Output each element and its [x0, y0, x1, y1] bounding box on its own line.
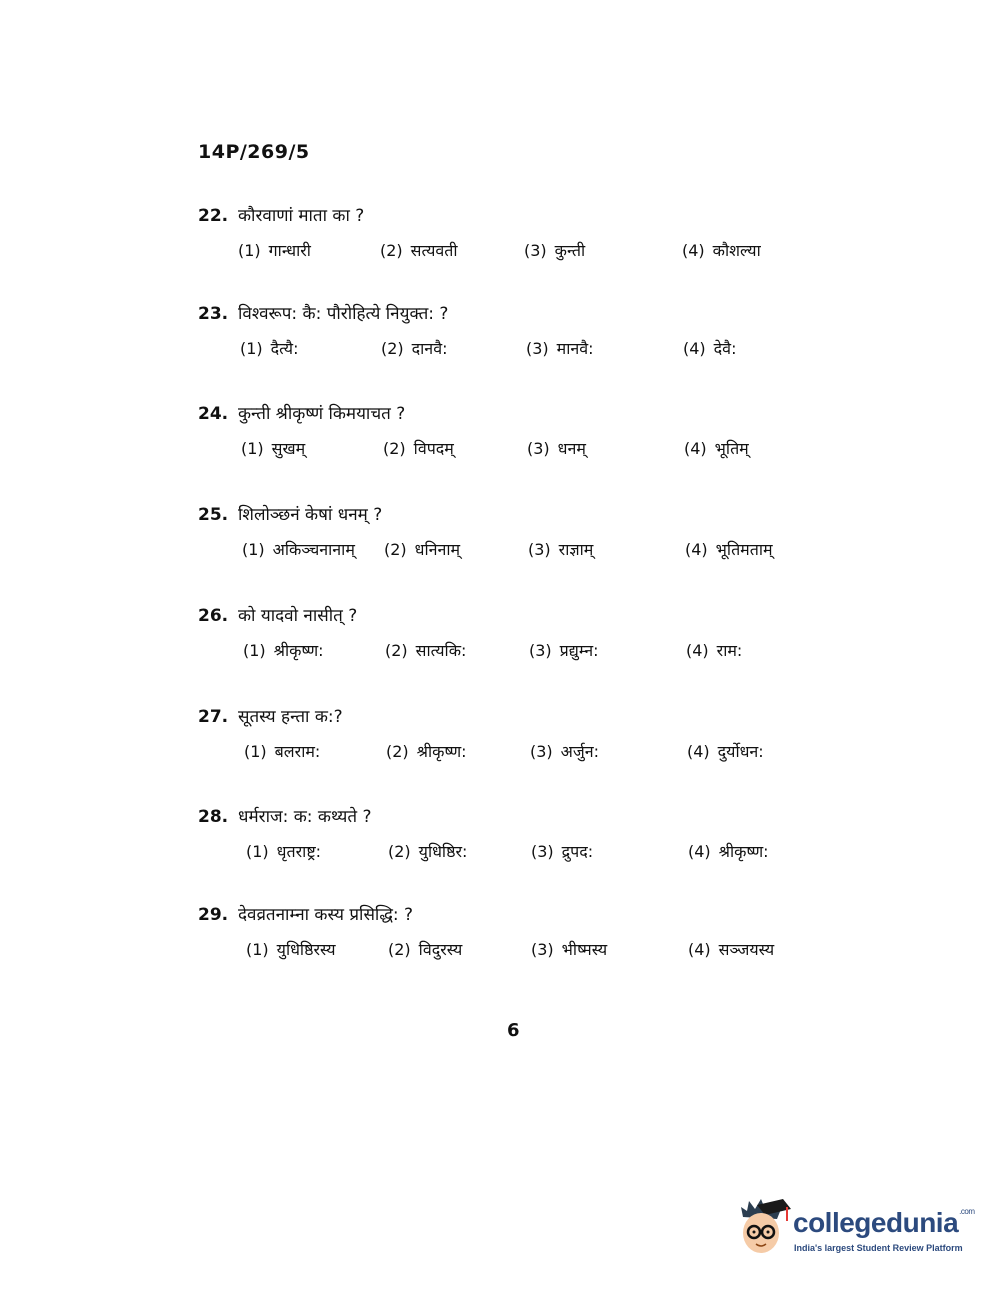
question-text: कुन्ती श्रीकृष्णं किमयाचत ? — [238, 404, 406, 424]
logo-tagline: India's largest Student Review Platform — [794, 1243, 963, 1253]
question-text: सूतस्य हन्ता क:? — [238, 707, 343, 727]
question-text: शिलोञ्छनं केषां धनम् ? — [238, 505, 383, 525]
option-row — [198, 239, 838, 269]
question-block — [198, 804, 838, 870]
option-2: (2) श्रीकृष्ण: — [386, 742, 467, 761]
option-3: (3) मानवै: — [526, 339, 594, 358]
question-number: 22. — [198, 206, 229, 226]
option-3: (3) प्रद्युम्न: — [529, 641, 599, 660]
option-1: (1) गान्धारी — [238, 241, 311, 260]
paper-code: 14P/269/5 — [198, 141, 310, 163]
question-block — [198, 401, 838, 467]
option-2: (2) धनिनाम् — [384, 540, 461, 559]
option-1: (1) सुखम् — [241, 439, 306, 458]
option-1: (1) बलराम: — [244, 742, 321, 761]
option-4: (4) दुर्योधन: — [687, 742, 764, 761]
question-block — [198, 603, 838, 669]
option-3: (3) अर्जुन: — [530, 742, 600, 761]
option-4: (4) कौशल्या — [682, 241, 761, 260]
question-block — [198, 502, 838, 568]
option-2: (2) सत्यवती — [380, 241, 458, 260]
question-text: धर्मराज: क: कथ्यते ? — [238, 807, 372, 827]
option-3: (3) द्रुपद: — [531, 842, 594, 861]
option-4: (4) राम: — [686, 641, 743, 660]
collegedunia-logo — [735, 1195, 975, 1270]
option-row — [198, 538, 838, 568]
question-text: को यादवो नासीत् ? — [238, 606, 358, 626]
question-number: 24. — [198, 404, 229, 424]
question-text: विश्वरूप: कै: पौरोहित्ये नियुक्त: ? — [238, 304, 449, 324]
page-number: 6 — [507, 1020, 520, 1041]
option-row — [198, 437, 838, 467]
question-number: 26. — [198, 606, 229, 626]
option-row — [198, 840, 838, 870]
option-3: (3) राज्ञाम् — [528, 540, 594, 559]
question-text: कौरवाणां माता का ? — [238, 206, 365, 226]
option-1: (1) दैत्यै: — [240, 339, 299, 358]
option-row — [198, 639, 838, 669]
option-2: (2) सात्यकि: — [385, 641, 467, 660]
mascot-icon — [735, 1195, 791, 1267]
option-2: (2) युधिष्ठिर: — [388, 842, 468, 861]
option-3: (3) धनम् — [527, 439, 586, 458]
question-block — [198, 301, 838, 367]
option-row — [198, 740, 838, 770]
option-2: (2) विदुरस्य — [388, 940, 463, 959]
option-1: (1) अकिञ्चनानाम् — [242, 540, 355, 559]
question-block — [198, 704, 838, 770]
option-4: (4) श्रीकृष्ण: — [688, 842, 769, 861]
option-2: (2) दानवै: — [381, 339, 448, 358]
question-number: 28. — [198, 807, 229, 827]
option-4: (4) भूतिम् — [684, 439, 749, 458]
option-1: (1) श्रीकृष्ण: — [243, 641, 324, 660]
question-block — [198, 902, 838, 968]
option-row — [198, 337, 838, 367]
question-text: देवव्रतनाम्ना कस्य प्रसिद्धि: ? — [238, 905, 414, 925]
question-number: 25. — [198, 505, 229, 525]
option-4: (4) सञ्जयस्य — [688, 940, 775, 959]
logo-wordmark: collegedunia$^{.com}$ — [793, 1207, 975, 1238]
option-4: (4) भूतिमताम् — [685, 540, 773, 559]
question-number: 27. — [198, 707, 229, 727]
option-1: (1) धृतराष्ट्र: — [246, 842, 322, 861]
option-row — [198, 938, 838, 968]
option-4: (4) देवै: — [683, 339, 737, 358]
question-number: 29. — [198, 905, 229, 925]
question-number: 23. — [198, 304, 229, 324]
option-3: (3) कुन्ती — [524, 241, 586, 260]
option-1: (1) युधिष्ठिरस्य — [246, 940, 336, 959]
option-3: (3) भीष्मस्य — [531, 940, 608, 959]
option-2: (2) विपदम् — [383, 439, 454, 458]
question-block — [198, 203, 838, 269]
